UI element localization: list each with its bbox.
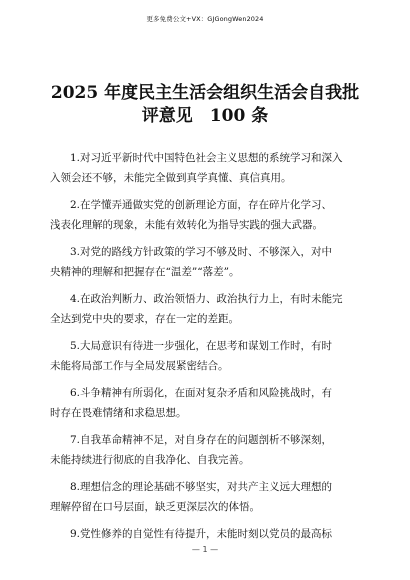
list-item <box>50 524 370 544</box>
list-item <box>50 383 370 423</box>
item-line: 未能将局部工作与全局发展紧密结合。 <box>50 360 229 372</box>
list-item <box>50 477 370 517</box>
item-line: 6.斗争精神有所弱化，在面对复杂矛盾和风险挑战时，有 <box>70 387 333 399</box>
item-line: 3.对党的路线方针政策的学习不够及时、不够深入，对中 <box>70 246 333 258</box>
item-line: 9.党性修养的自觉性有待提升，未能时刻以党员的最高标 <box>70 528 333 540</box>
list-item <box>50 430 370 470</box>
item-line: 央精神的理解和把握存在“温差”“落差”。 <box>50 266 240 278</box>
opinion-list <box>50 148 370 551</box>
list-item <box>50 242 370 282</box>
item-line: 7.自我革命精神不足，对自身存在的问题剖析不够深刻， <box>70 434 333 446</box>
item-line: 4.在政治判断力、政治领悟力、政治执行力上，有时未能完 <box>70 293 343 305</box>
document-title <box>40 82 370 128</box>
top-banner: 更多免费公文+VX：GJGongWen2024 <box>146 15 264 23</box>
item-line: 时存在畏难情绪和求稳思想。 <box>50 407 187 419</box>
item-line: 8.理想信念的理论基础不够坚实，对共产主义远大理想的 <box>70 481 333 493</box>
item-line: 浅表化理解的现象，未能有效转化为指导实践的强大武器。 <box>50 219 323 231</box>
item-line: 5.大局意识有待进一步强化，在思考和谋划工作时，有时 <box>70 340 333 352</box>
page-number: — 1 — <box>191 545 219 554</box>
item-line: 2.在学懂弄通做实党的创新理论方面，存在碎片化学习、 <box>70 199 333 211</box>
item-line: 未能持续进行彻底的自我净化、自我完善。 <box>50 454 250 466</box>
item-line: 理解停留在口号层面，缺乏更深层次的体悟。 <box>50 501 260 513</box>
list-item <box>50 336 370 376</box>
item-line: 全达到党中央的要求，存在一定的差距。 <box>50 313 239 325</box>
title-line: 2025 年度民主生活会组织生活会自我批 <box>50 83 360 103</box>
list-item <box>50 195 370 235</box>
item-line: 入领会还不够，未能完全做到真学真懂、真信真用。 <box>50 172 292 184</box>
title-line: 评意见 100 条 <box>141 106 269 126</box>
item-line: 1.对习近平新时代中国特色社会主义思想的系统学习和深入 <box>70 152 343 164</box>
list-item <box>50 289 370 329</box>
list-item <box>50 148 370 188</box>
